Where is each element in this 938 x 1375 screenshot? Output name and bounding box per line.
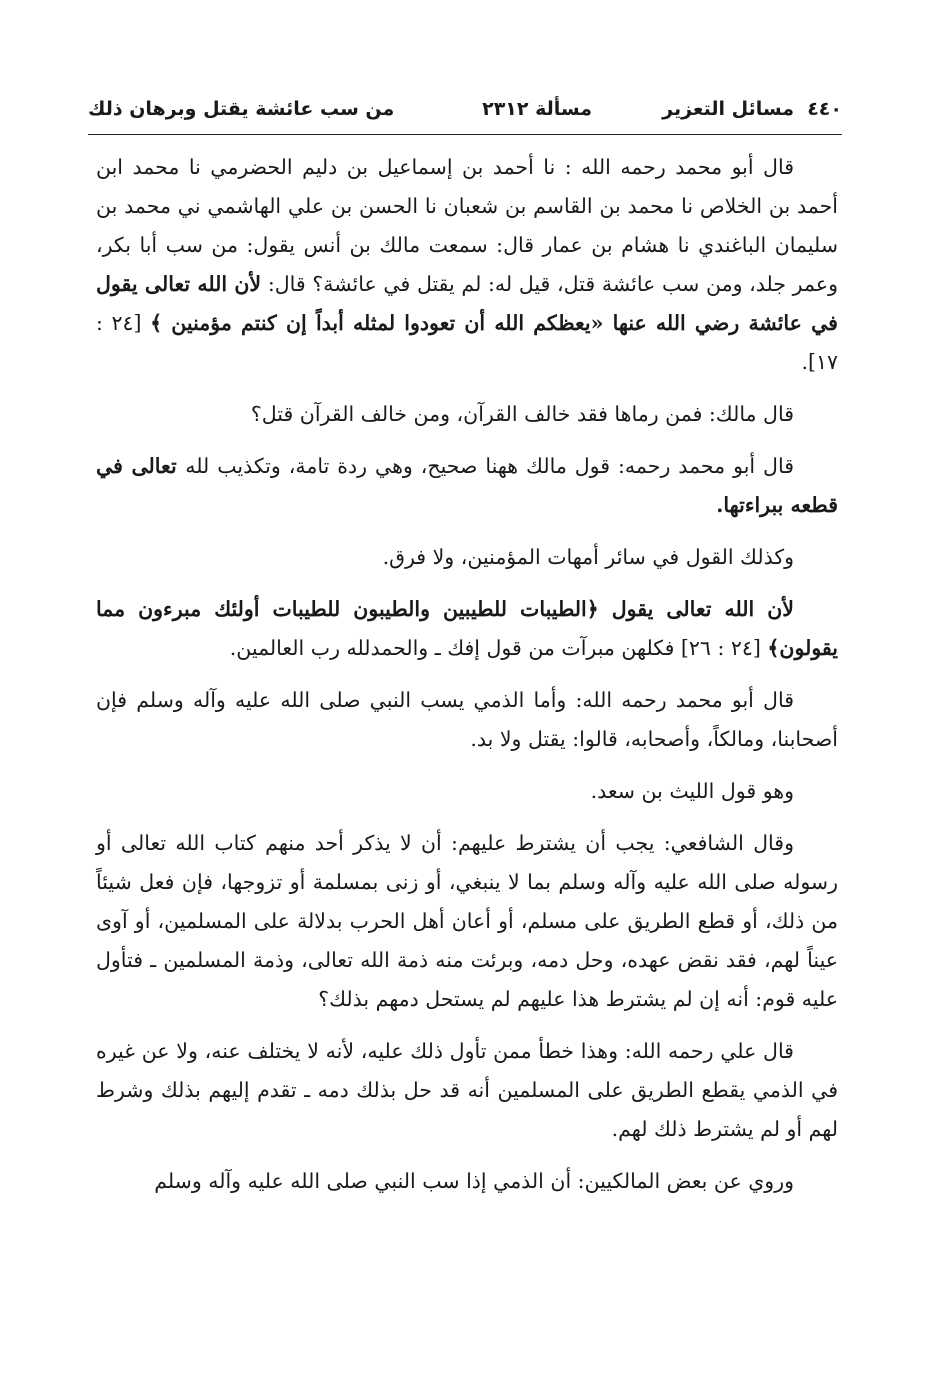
paragraph-1	[96, 148, 838, 382]
paragraph-6	[96, 681, 838, 759]
paragraph-4	[96, 538, 838, 577]
paragraph-6-text: قال أبو محمد رحمه الله: وأما الذمي يسب النبي صلى الله عليه وآله وسلم فإن أصحابنا، ومالكاً، وأصحابه، قالوا: يقتل ولا بد.	[96, 688, 838, 751]
paragraph-2	[96, 395, 838, 434]
paragraph-9-text: قال علي رحمه الله: وهذا خطأ ممن تأول ذلك عليه، لأنه لا يختلف عنه، ولا عن غيره في الذمي يقطع الطريق على المسلمين أنه قد حل بذلك دمه ـ تقدم إليهم بذلك وشرط لهم أو لم يشترط ذلك لهم.	[96, 1039, 838, 1141]
paragraph-10-text: وروي عن بعض المالكيين: أن الذمي إذا سب النبي صلى الله عليه وآله وسلم	[154, 1169, 794, 1193]
paragraph-3	[96, 447, 838, 525]
paragraph-1-text: قال أبو محمد رحمه الله : نا أحمد بن إسماعيل بن دليم الحضرمي نا محمد ابن أحمد بن الخلاص نا محمد بن القاسم بن شعبان نا الحسن بن علي الهاشمي ني محمد بن سليمان الباغندي نا هشام بن عمار قال: سمعت مالك بن أنس يقول: من سب أبا بكر، وعمر جلد، ومن سب عائشة قتل، قيل له: لم يقتل في عائشة؟ قال:	[96, 155, 838, 296]
paragraph-7	[96, 772, 838, 811]
page-number: ٤٤٠	[807, 98, 842, 120]
paragraph-10	[96, 1162, 838, 1201]
paragraph-3-bold-text: تعالى في قطعه ببراءتها.	[96, 454, 838, 517]
header-right	[662, 98, 842, 120]
paragraph-3-text: قال أبو محمد رحمه: قول مالك ههنا صحيح، وهي ردة تامة، وتكذيب لله	[185, 454, 795, 478]
paragraph-4-text: وكذلك القول في سائر أمهات المؤمنين، ولا فرق.	[382, 545, 794, 569]
header-divider	[88, 134, 842, 135]
paragraph-2-text: قال مالك: فمن رماها فقد خالف القرآن، ومن خالف القرآن قتل؟	[250, 402, 794, 426]
paragraph-9	[96, 1032, 838, 1149]
paragraph-7-text: وهو قول الليث بن سعد.	[590, 779, 794, 803]
page-body	[96, 148, 838, 1214]
paragraph-8-text: وقال الشافعي: يجب أن يشترط عليهم: أن لا يذكر أحد منهم كتاب الله تعالى أو رسوله صلى الله عليه وآله وسلم بما لا ينبغي، أو زنى بمسلمة أو تزوجها، فإن فعل شيئاً من ذلك، أو قطع الطريق على مسلم، أو أعان أهل الحرب بدلالة على المسلمين، أو آوى عيناً لهم، فقد نقض عهده، وحل دمه، وبرئت منه ذمة الله تعالى، وذمة المسلمين ـ فتأول عليه قوم: أنه إن لم يشترط هذا عليهم لم يستحل دمهم بذلك؟	[96, 831, 838, 1011]
running-title: من سب عائشة يقتل وبرهان ذلك	[88, 98, 395, 120]
issue-number: مسألة ٢٣١٢	[482, 98, 592, 120]
page-header	[88, 92, 842, 132]
book-section-title: مسائل التعزير	[662, 98, 794, 120]
paragraph-5-quran-quote: لأن الله تعالى يقول ﴿الطيبات للطيبين والطيبون للطيبات أولئك مبرءون مما يقولون﴾	[96, 597, 838, 660]
paragraph-1-reference: [٢٤ : ١٧].	[96, 311, 838, 374]
paragraph-5	[96, 590, 838, 668]
paragraph-5-reference: [٢٤ : ٢٦] فكلهن مبرآت من قول إفك ـ والحمدلله رب العالمين.	[229, 636, 768, 660]
paragraph-8	[96, 824, 838, 1019]
paragraph-1-quran-quote: لأن الله تعالى يقول في عائشة رضي الله عنها «يعظكم الله أن تعودوا لمثله أبداً إن كنتم مؤمنين ﴾	[96, 272, 838, 335]
